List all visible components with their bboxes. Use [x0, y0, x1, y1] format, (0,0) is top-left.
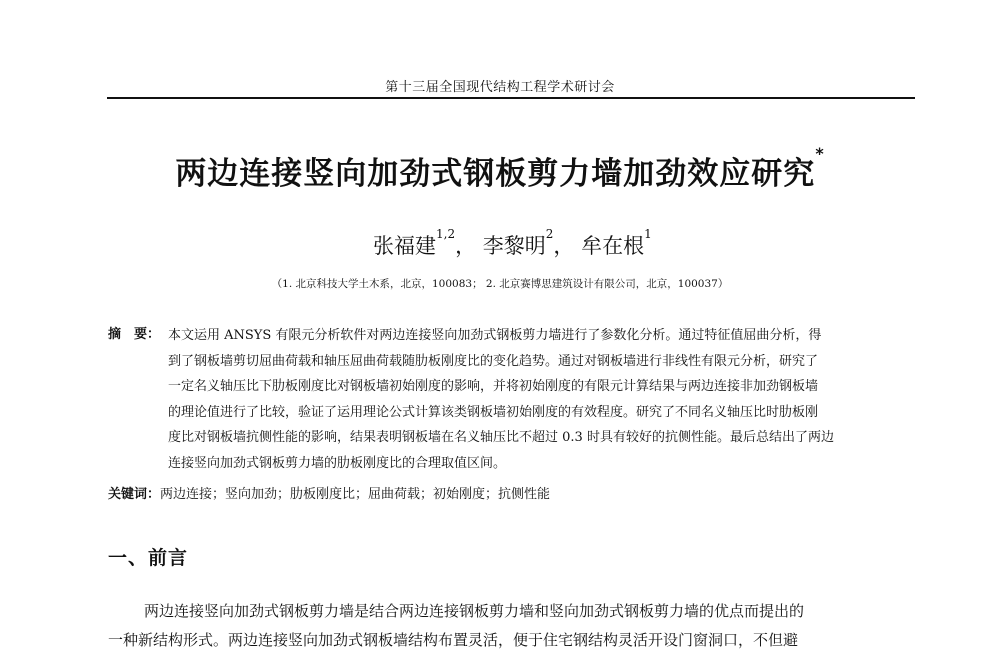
paper-title [0, 144, 1000, 193]
abstract-body [168, 323, 916, 477]
author-affiliation-mark: 1,2 [436, 227, 456, 241]
abstract-line: 本文运用 ANSYS 有限元分析软件对两边连接竖向加劲式钢板剪力墙进行了参数化分析。通过特征值屈曲分析，得 [168, 328, 822, 343]
running-header: 第十三届全国现代结构工程学术研讨会 [385, 80, 615, 95]
author-list [373, 227, 652, 260]
section-heading: 一、前言 [108, 547, 189, 569]
body-line: 两边连接竖向加劲式钢板剪力墙是结合两边连接钢板剪力墙和竖向加劲式钢板剪力墙的优点而提出的 [144, 602, 805, 620]
title-footnote-mark: * [815, 144, 825, 163]
keywords [108, 483, 550, 502]
author-name: 李黎明 [482, 234, 546, 258]
abstract-line: 一定名义轴压比下肋板刚度比对钢板墙初始刚度的影响，并将初始刚度的有限元计算结果与两边连接非加劲钢板墙 [168, 379, 819, 395]
header-rule [107, 97, 915, 99]
abstract-line: 到了钢板墙剪切屈曲荷载和轴压屈曲荷载随肋板刚度比的变化趋势。通过对钢板墙进行非线性有限元分析，研究了 [168, 353, 819, 369]
keywords-text: 两边连接；竖向加劲；肋板刚度比；屈曲荷载；初始刚度；抗侧性能 [160, 487, 551, 502]
author-name: 牟在根 [581, 234, 645, 258]
abstract-line: 的理论值进行了比较，验证了运用理论公式计算该类钢板墙初始刚度的有效程度。研究了不同名义轴压比时肋板刚 [168, 404, 819, 420]
author-affiliations: （1. 北京科技大学土木系，北京，100083； 2. 北京赛博思建筑设计有限公司，北京，100037） [271, 278, 729, 290]
author-affiliation-mark: 2 [545, 227, 554, 241]
abstract-label: 摘 要： [108, 327, 161, 342]
section-body [108, 597, 916, 655]
author-name: 张福建 [373, 234, 436, 258]
author-separator: ， [553, 234, 575, 258]
keywords-label: 关键词： [108, 487, 161, 502]
body-line: 一种新结构形式。两边连接竖向加劲式钢板墙结构布置灵活，便于住宅钢结构灵活开设门窗洞口，不但避 [108, 631, 799, 649]
paper-title-text: 两边连接竖向加劲式钢板剪力墙加劲效应研究 [175, 156, 816, 192]
author-affiliation-mark: 1 [644, 227, 652, 241]
abstract-line: 度比对钢板墙抗侧性能的影响，结果表明钢板墙在名义轴压比不超过 0.3 时具有较好的抗侧性能。最后总结出了两边 [168, 430, 834, 446]
abstract-line: 连接竖向加劲式钢板剪力墙的肋板刚度比的合理取值区间。 [168, 455, 507, 471]
author-separator: ， [455, 234, 477, 258]
